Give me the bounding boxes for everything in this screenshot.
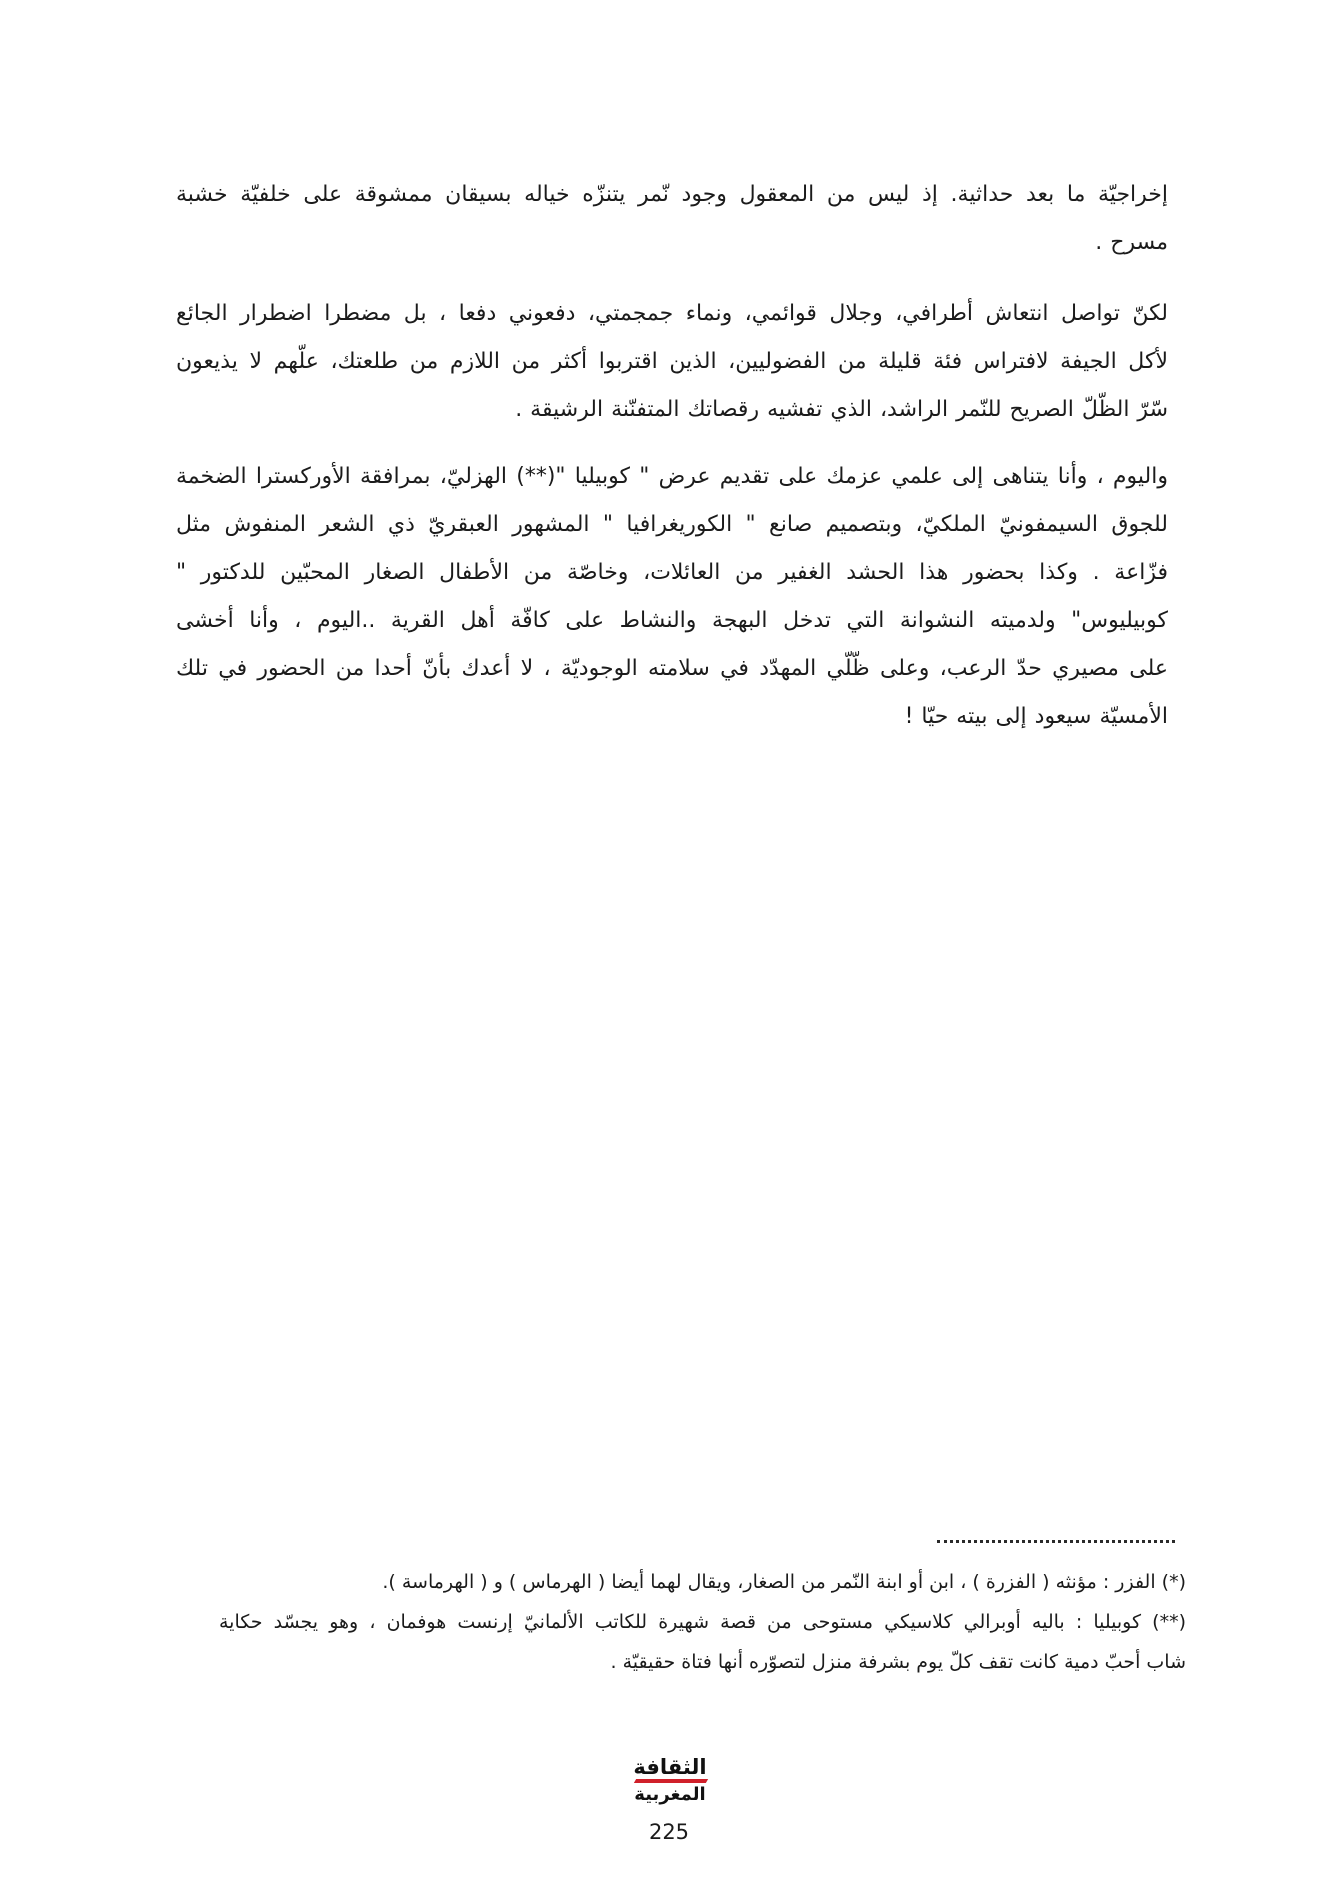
paragraph-line: الأمسيّة سيعود إلى بيته حيّا ! xyxy=(904,704,1168,729)
footnote-separator xyxy=(937,1540,1175,1543)
footnote-line: شاب أحبّ دمية كانت تقف كلّ يوم بشرفة منزل لتصوّره أنها فتاة حقيقيّة . xyxy=(610,1651,1186,1673)
paragraph-line: لكنّ تواصل انتعاش أطرافي، وجلال قوائمي، ونماء جمجمتي، دفعوني دفعا ، بل مضطرا اضطرار الجائع xyxy=(176,301,1168,326)
paragraph-line: واليوم ، وأنا يتناهى إلى علمي عزمك على تقديم عرض " كوبيليا "(**) الهزليّ، بمرافقة الأوركسترا الضخمة xyxy=(176,464,1168,489)
body-paragraph xyxy=(176,290,1168,434)
logo-word-top: الثقافة xyxy=(633,1755,707,1779)
paragraph-line: على مصيري حدّ الرعب، وعلى ظّلّي المهدّد في سلامته الوجوديّة ، لا أعدك بأنّ أحدا من الحضور في تلك xyxy=(176,656,1168,681)
paragraph-line: إخراجيّة ما بعد حداثية. إذ ليس من المعقول وجود نّمر يتنزّه خياله بسيقان ممشوقة على خلفيّة خشبة xyxy=(176,182,1168,207)
paragraph-line: سّرّ الظّلّ الصريح للنّمر الراشد، الذي تفشيه رقصاتك المتفنّنة الرشيقة . xyxy=(515,397,1168,422)
paragraph-line: كوبيليوس" ولدميته النشوانة التي تدخل البهجة والنشاط على كافّة أهل القرية ..اليوم ، وأنا أخشى xyxy=(176,608,1168,633)
page-number: 225 xyxy=(648,1820,690,1844)
footnotes xyxy=(219,1562,1186,1682)
body-paragraph xyxy=(176,171,1168,267)
body-paragraph xyxy=(176,453,1168,741)
paragraph-line: لأكل الجيفة لافتراس فئة قليلة من الفضوليين، الذين اقتربوا أكثر من اللازم من طلعتك، علّهم لا يذيعون xyxy=(176,349,1168,374)
publisher-logo xyxy=(627,1754,713,1812)
logo-word-bottom: المغربية xyxy=(634,1784,706,1805)
paragraph-line: فزّاعة . وكذا بحضور هذا الحشد الغفير من العائلات، وخاصّة من الأطفال الصغار المحبّين للدكتور " xyxy=(176,560,1168,585)
paragraph-line: مسرح . xyxy=(1095,230,1168,255)
footnote-line: (*) الفزر : مؤنثه ( الفزرة ) ، ابن أو ابنة النّمر من الصغار، ويقال لهما أيضا ( الهرماس ) و ( الهرماسة ). xyxy=(382,1571,1186,1593)
footnote-line: (**) كوبيليا : باليه أوبرالي كلاسيكي مستوحى من قصة شهيرة للكاتب الألمانيّ إرنست هوفمان ، وهو يجسّد حكاية xyxy=(219,1611,1186,1633)
paragraph-line: للجوق السيمفونيّ الملكيّ، وبتصميم صانع " الكوريغرافيا " المشهور العبقريّ ذي الشعر المنفوش مثل xyxy=(176,512,1168,537)
